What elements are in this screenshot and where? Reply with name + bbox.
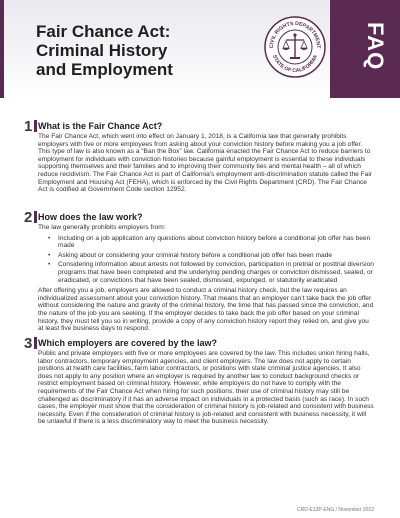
faq-label: FAQ: [363, 22, 388, 71]
seal-top-text: CIVIL RIGHTS DEPARTMENT: [268, 20, 322, 49]
section-number-text: 3: [24, 335, 33, 352]
section-2: [38, 212, 374, 333]
header: [0, 0, 400, 98]
section-number-text: 2: [24, 209, 33, 226]
section-3: [38, 338, 374, 426]
section-number-3: [24, 335, 37, 352]
section-paragraph: Public and private employers with five or more employees are covered by the law. This includes union hiring halls, labor contractors, temporary employment agencies, and client employers. The law does not apply to certain positions at health care facilities, farm labor contractors, or positions with state criminal justice agencies. It also does not apply to any position where an employer is required by another law to conduct background checks or restrict employment based on criminal history. However, while employers do not have to comply with the requirements of the Fair Chance Act when hiring for such positions, their use of criminal history may still be challenged as discriminatory if it has an adverse impact on individuals in a protected basis (such as race). In such cases, the employer must show that the consideration of criminal history is job-related and consistent with business necessity. Even if the consideration of criminal history is job-related and consistent with business necessity, it will be unlawful if there is a less discriminatory way to meet the business necessity.: [38, 350, 374, 426]
section-paragraph: After offering you a job, employers are allowed to conduct a criminal history check, but the law requires an individualized assessment about your conviction history. That means that an employer can’t take back the job offer without considering the nature and gravity of the criminal history, the time that has passed since the conviction, and the nature of the job you are seeking. If the employer decides to take back the job offer based on your criminal history, they must tell you so in writing, provide a copy of any conviction history report they relied on, and give you at least five business days to respond.: [38, 287, 374, 333]
list-item: • Asking about or considering your criminal history before a conditional job offer has been made: [48, 252, 374, 260]
section-title: How does the law work?: [38, 212, 143, 222]
bullet-list: [48, 235, 374, 285]
header-accent-bar: [0, 0, 4, 98]
section-1: [38, 121, 374, 194]
section-number-1: [24, 118, 37, 135]
section-number-text: 1: [24, 118, 33, 135]
section-title: What is the Fair Chance Act?: [38, 121, 163, 131]
civil-rights-department-seal-icon: [264, 16, 326, 78]
section-paragraph: The Fair Chance Act, which went into effect on January 1, 2018, is a California law that generally prohibits employers with five or more employees from asking about your conviction history before making you a job offer. This type of law is also known as a “Ban the Box” law. California enacted the Fair Chance Act to reduce barriers to employment for individuals with conviction histories because gainful employment is essential to these individuals supporting themselves and their families and to improving their community ties and mental health – all of which reduce recidivism. The Fair Chance Act is part of California’s employment anti-discrimination statute called the Fair Employment and Housing Act (FEHA), which is enforced by the Civil Rights Department (CRD). The Fair Chance Act is codified at Government Code section 12952.: [38, 133, 372, 194]
section-number-bar: [34, 337, 37, 349]
page-title: Fair Chance Act: Criminal History and Employment: [36, 22, 173, 79]
section-intro: The law generally prohibits employers from:: [38, 224, 166, 231]
list-item: • Considering information about arrests not followed by conviction, participation in pretrial or posttrial diversion programs that have been completed and the underlying pending charges or conviction dismissed, sealed, or eradicated, or convictions that have been sealed, dismissed, expunged, or statutorily eradicated: [48, 261, 374, 284]
seal-bottom-text: STATE OF CALIFORNIA: [271, 54, 319, 75]
section-title: Which employers are covered by the law?: [38, 338, 218, 348]
section-number-bar: [34, 120, 37, 132]
section-number-bar: [34, 211, 37, 223]
section-number-2: [24, 209, 37, 226]
footer-code: CRD-E13P-ENG / November 2022: [297, 507, 374, 513]
list-item: • Including on a job application any questions about conviction history before a conditional job offer has been made: [48, 235, 374, 250]
